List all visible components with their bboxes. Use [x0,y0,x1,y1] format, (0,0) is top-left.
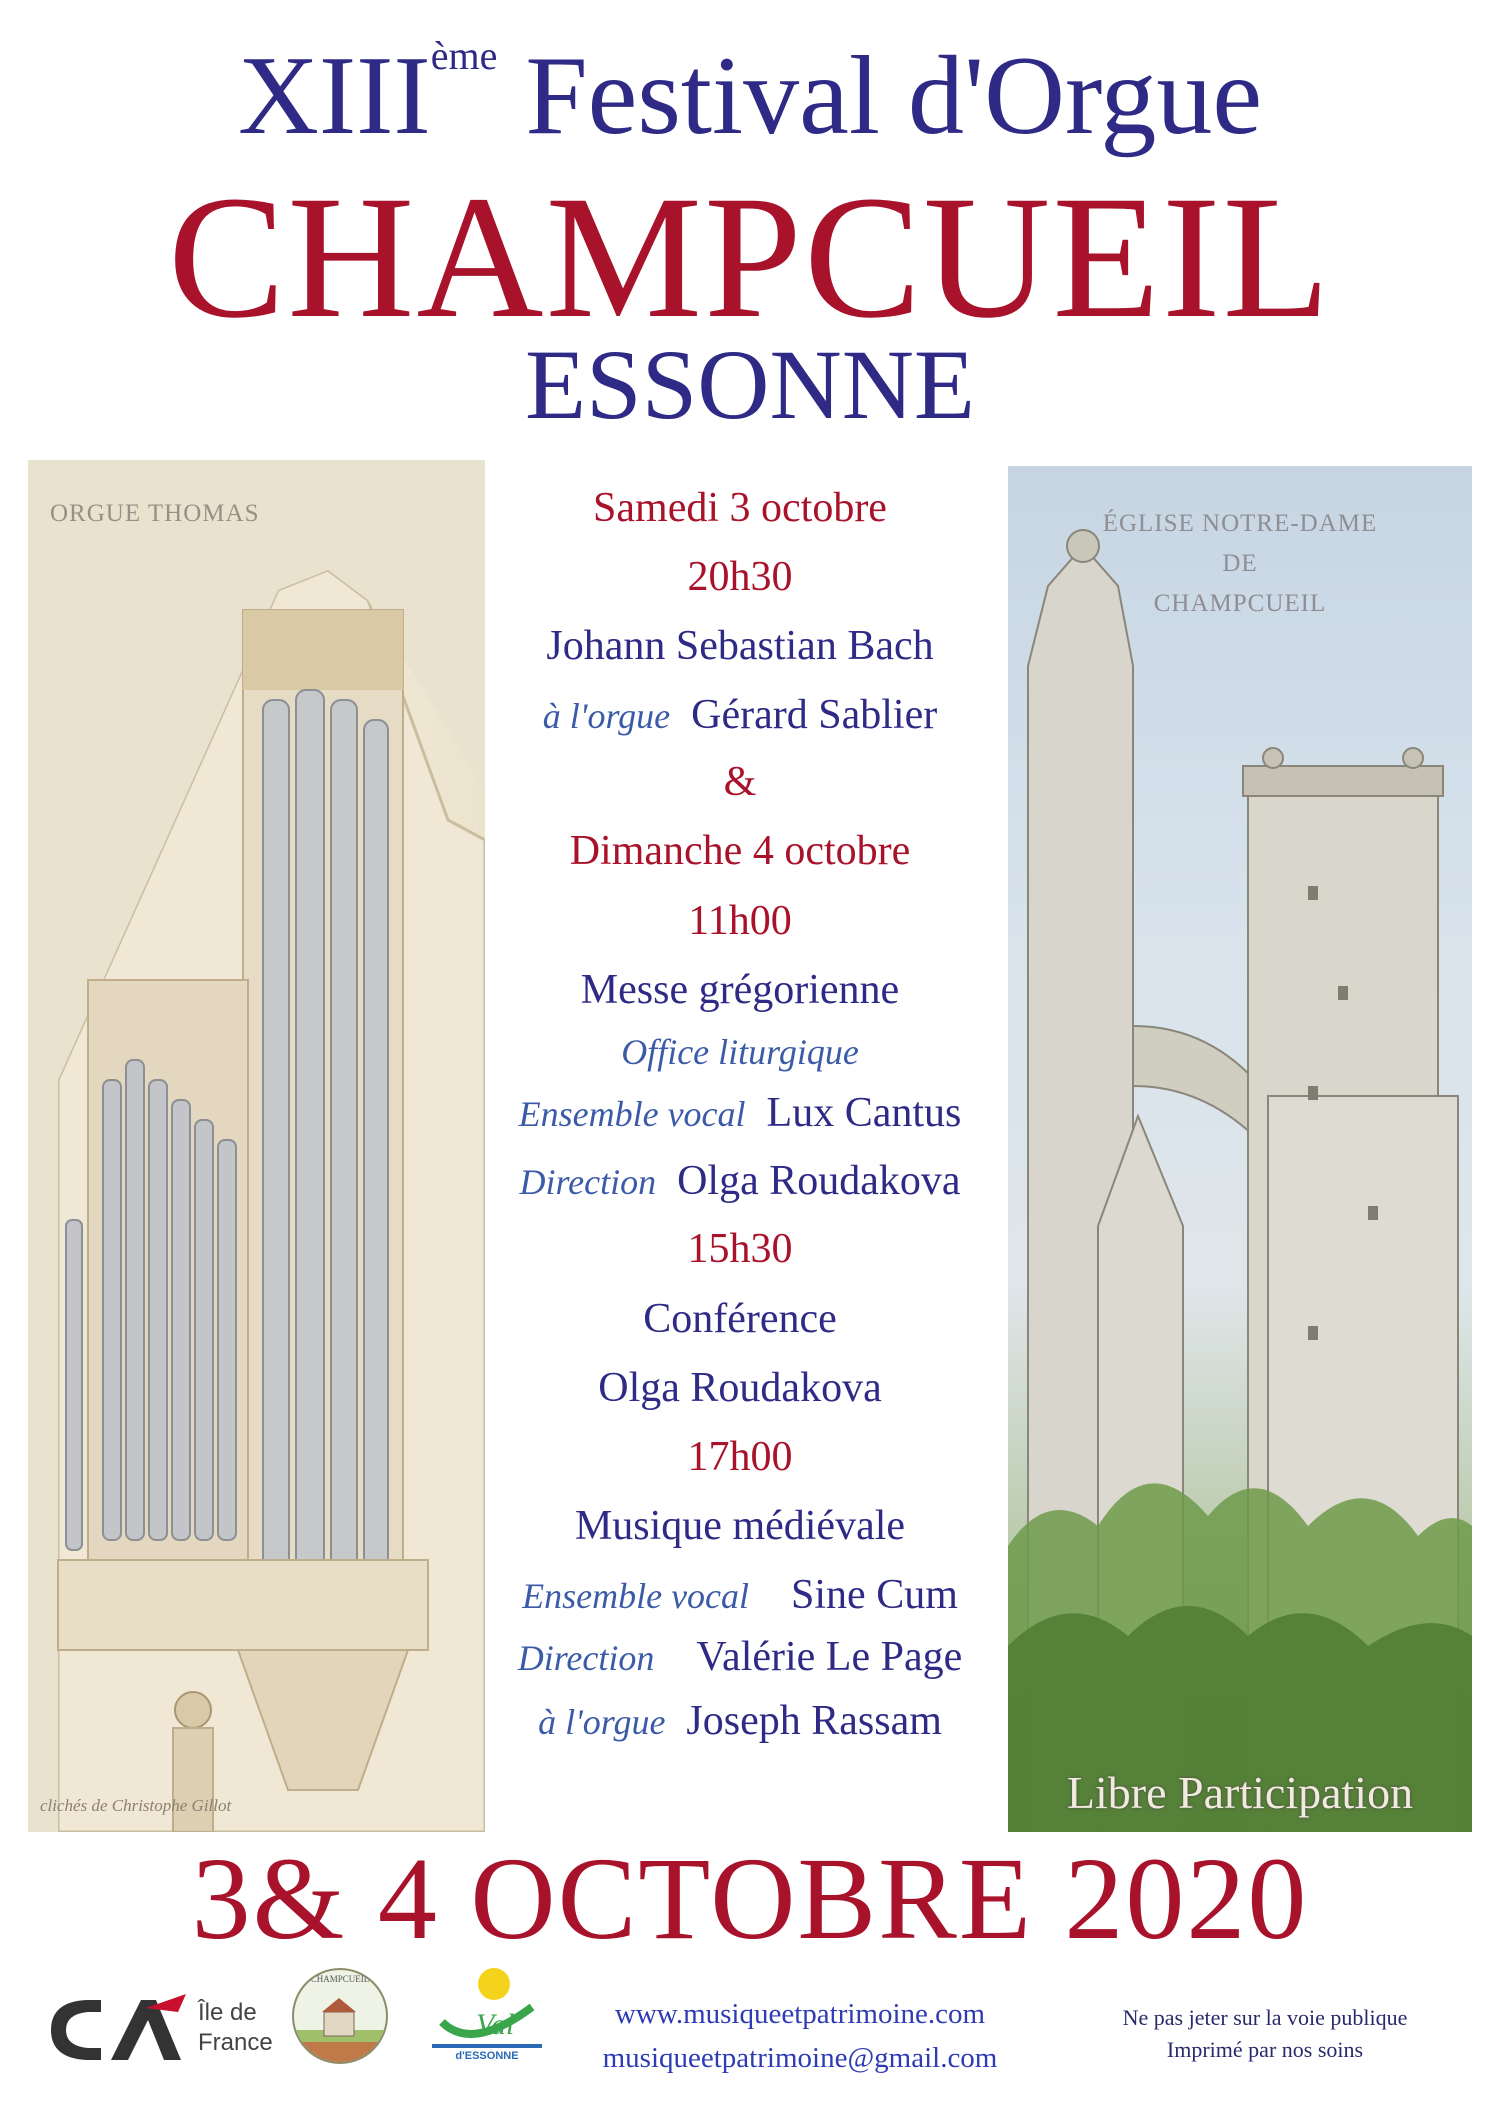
festival-name: Festival d'Orgue [525,34,1263,158]
t1-ensemble: Lux Cantus [766,1090,962,1136]
libre-participation: Libre Participation [1066,1767,1414,1818]
t1-ensemble-line [470,1092,1010,1134]
department-title: ESSONNE [524,329,976,440]
t2-title: Conférence [643,1296,837,1342]
t3-title: Musique médiévale [574,1503,906,1549]
church-label-line3: CHAMPCUEIL [1153,590,1327,617]
day2-heading: Dimanche 4 octobre [569,828,911,874]
day1-organist-line [470,694,1010,736]
t3-organist: Joseph Rassam [686,1698,942,1744]
city-title: CHAMPCUEIL [167,160,1333,355]
val-essonne-logo [432,1962,542,2072]
edition-suffix: ème [430,33,498,78]
ile-de-france-text [198,1998,273,2058]
t1-title: Messe grégorienne [580,967,900,1013]
website-link[interactable]: www.musiqueetpatrimoine.com [614,1998,986,2030]
seal-label: CHAMPCUEIL [310,1974,370,1984]
t3-organ-role: à l'orgue [538,1702,666,1742]
t1-ensemble-role: Ensemble vocal [518,1094,746,1134]
seal-village-icon [294,1990,386,2062]
t1-subtitle [470,1030,1010,1072]
day1-heading: Samedi 3 octobre [593,485,887,531]
t3-ensemble: Sine Cum [791,1572,958,1618]
t1-direction-role: Direction [519,1162,657,1202]
note-line1: Ne pas jeter sur la voie publique [1122,2005,1408,2030]
sponsor1-line2: France [198,2029,273,2056]
t2-time: 15h30 [687,1226,793,1272]
organ-photo [28,460,485,1832]
festival-title [0,33,1500,158]
val-mark: Val [476,2008,515,2041]
t3-ensemble-line [470,1574,1010,1616]
t3-direction-role: Direction [517,1638,655,1678]
ampersand: & [723,759,757,805]
t1-time: 11h00 [688,898,792,944]
champcueil-seal [292,1968,388,2064]
day1-organ-role: à l'orgue [542,696,671,736]
church-label-line1: ÉGLISE NOTRE-DAME [1102,510,1378,537]
val-label: d'ESSONNE [455,2050,519,2062]
organ-illustration [28,460,485,1832]
footer-note [1055,2002,1475,2066]
t1-sub: Office liturgique [621,1032,859,1072]
church-illustration [1008,466,1472,1832]
organ-label: ORGUE THOMAS [50,500,260,527]
t3-ensemble-role: Ensemble vocal [522,1576,750,1616]
t2-speaker: Olga Roudakova [598,1365,882,1411]
t1-director: Olga Roudakova [677,1158,961,1204]
edition-roman: XIII [237,34,431,158]
contact-block [560,1992,1040,2080]
t3-organist-line [470,1700,1010,1742]
t3-direction-line [470,1636,1010,1678]
church-photo [1008,466,1472,1832]
t3-time: 17h00 [687,1434,793,1480]
big-date: 3& 4 OCTOBRE 2020 [191,1833,1309,1964]
credit-agricole-logo [46,1990,196,2070]
day1-organist: Gérard Sablier [691,692,938,738]
sponsor1-line1: Île de [198,1999,257,2026]
church-label-line2: DE [1222,550,1258,577]
day1-composer: Johann Sebastian Bach [546,623,934,669]
t1-direction-line [470,1160,1010,1202]
day1-time: 20h30 [687,554,793,600]
note-line2: Imprimé par nos soins [1166,2037,1364,2062]
photo-credit: clichés de Christophe Gillot [40,1796,232,1815]
email-link[interactable]: musiqueetpatrimoine@gmail.com [602,2042,998,2074]
church-label [1008,504,1472,624]
t3-director: Valérie Le Page [696,1634,963,1680]
